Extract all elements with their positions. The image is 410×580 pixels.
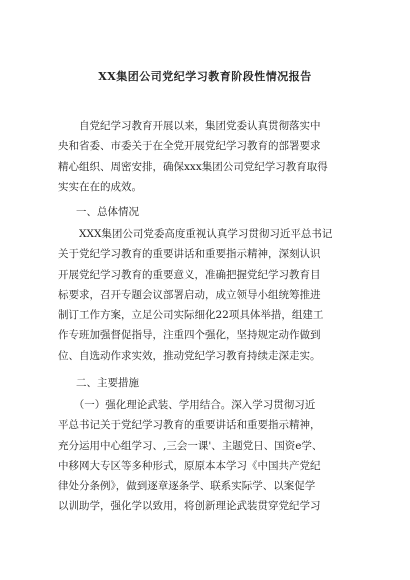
measures-line: （一）强化理论武装、学用结合。深入学习贯彻习近 (58, 399, 316, 411)
intro-line: 精心组织、周密安排，确保xxx集团公司党纪学习教育取得 (58, 160, 328, 173)
section-heading-overview: 一、总体情况 (76, 206, 139, 218)
section-heading-measures: 二、主要措施 (76, 377, 139, 389)
overview-line: XXX集团公司党委高度重视认真学习贯彻习近平总书记 (58, 228, 333, 240)
measures-line: 律处分条例》，做到逐章逐条学、联系实际学、以案促学 (58, 480, 316, 493)
measures-line: 中移网大专区等多种形式，原原本本学习《中国共产党纪 (58, 459, 321, 472)
measures-paragraph (58, 395, 358, 517)
overview-line: 关于党纪学习教育的重要讲话和重要指示精神，深刻认识 (58, 248, 321, 261)
intro-line: 实实在在的成效。 (58, 180, 142, 193)
overview-line: 位、自选动作求实效，推动党纪学习教育持续走深走实。 (58, 349, 321, 362)
overview-line: 开展党纪学习教育的重要意义，准确把握党纪学习教育目 (58, 268, 321, 281)
intro-line: 自党纪学习教育开展以来，集团党委认真贯彻落实中 (58, 120, 321, 132)
intro-paragraph (58, 116, 358, 197)
overview-paragraph (58, 224, 358, 366)
measures-line: 以训助学，强化学以致用，将创新理论武装贯穿党纪学习 (58, 500, 321, 513)
document-title: XX集团公司党纪学习教育阶段性情况报告 (98, 70, 312, 83)
measures-line: 充分运用中心组学习、,三会一课'、主题党日、国资e学、 (58, 439, 323, 452)
overview-line: 标要求，召开专题会议部署启动，成立领导小组统筹推进 (58, 288, 321, 301)
overview-line: 制订工作方案，立足公司实际细化22项具体举措，组建工 (58, 309, 324, 322)
measures-line: 平总书记关于党纪学习教育的重要讲话和重要指示精神， (58, 419, 321, 432)
intro-line: 央和省委、市委关于在全党开展党纪学习教育的部署要求 (58, 140, 321, 153)
overview-line: 作专班加强督促指导，注重四个强化，坚持规定动作做到 (58, 329, 321, 342)
